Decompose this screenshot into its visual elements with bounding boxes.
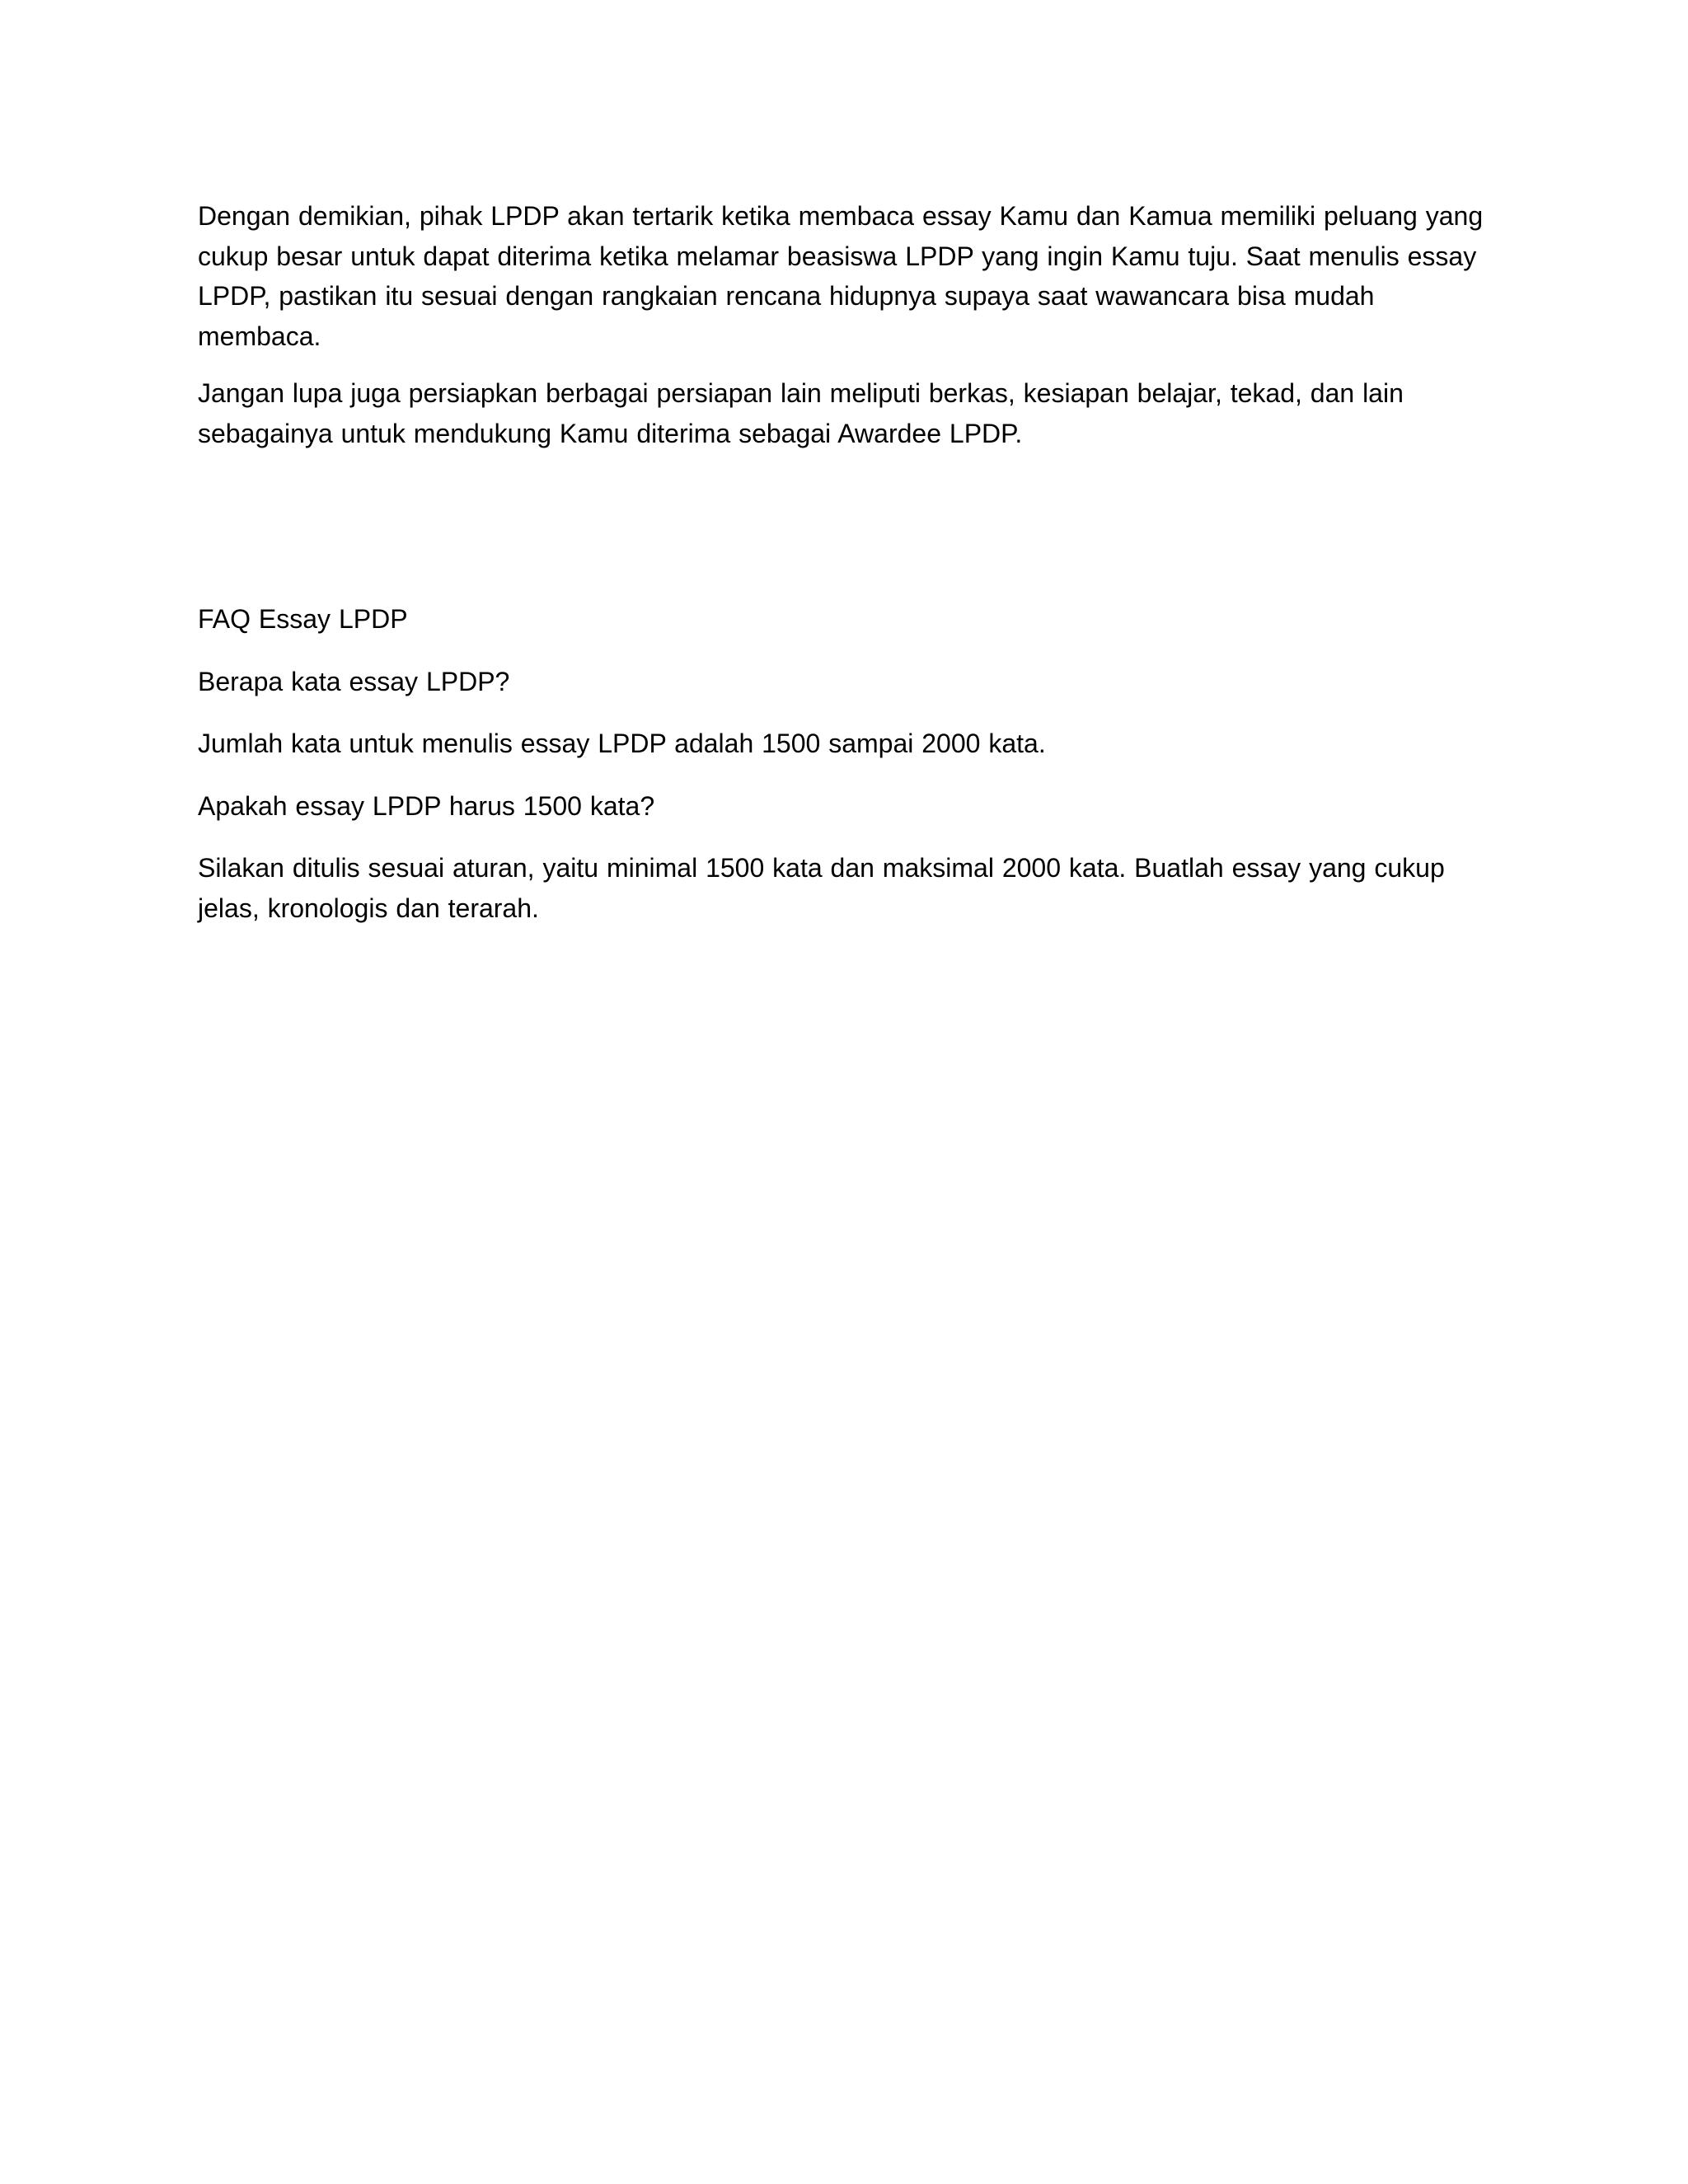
paragraph-conclusion: Dengan demikian, pihak LPDP akan tertarik ketika membaca essay Kamu dan Kamua memiliki peluang yang cukup besar untuk dapat diterima ketika melamar beasiswa LPDP yang ingin Kamu tuju. Saat menulis essay LPDP, pastikan itu sesuai dengan rangkaian rencana hidupnya supaya saat wawancara bisa mudah membaca. — [198, 201, 1484, 351]
faq-answer: Jumlah kata untuk menulis essay LPDP adalah 1500 sampai 2000 kata. — [198, 729, 1046, 758]
faq-heading: FAQ Essay LPDP — [198, 604, 408, 634]
paragraph-reminder: Jangan lupa juga persiapkan berbagai persiapan lain meliputi berkas, kesiapan belajar, tekad, dan lain sebagainya untuk mendukung Kamu diterima sebagai Awardee LPDP. — [198, 378, 1404, 448]
document-body — [198, 196, 1500, 928]
faq-question: Apakah essay LPDP harus 1500 kata? — [198, 790, 655, 821]
faq-question: Berapa kata essay LPDP? — [198, 666, 510, 696]
faq-answer: Silakan ditulis sesuai aturan, yaitu minimal 1500 kata dan maksimal 2000 kata. Buatlah essay yang cukup jelas, kronologis dan terarah. — [198, 853, 1445, 923]
